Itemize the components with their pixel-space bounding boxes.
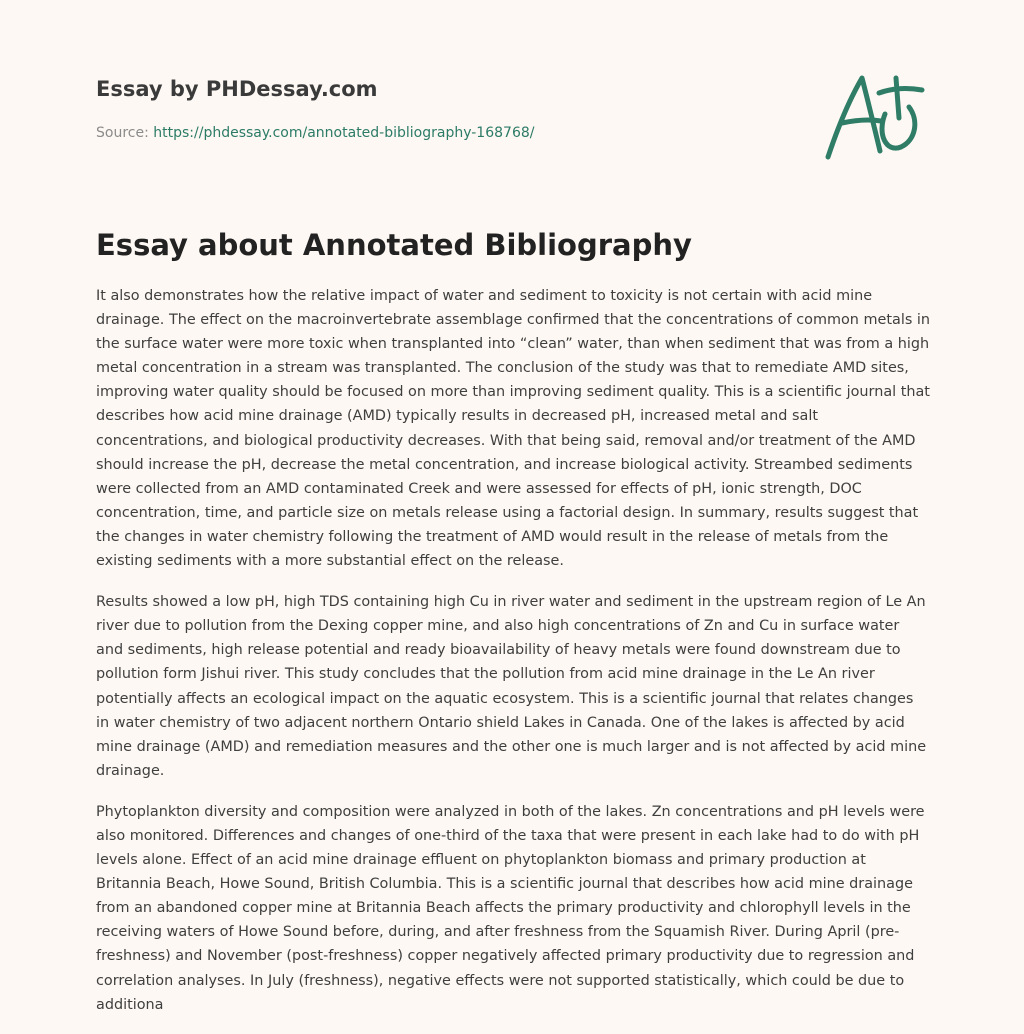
essay-paragraph: Phytoplankton diversity and composition were analyzed in both of the lakes. Zn concentrations and pH levels were also monitored. Differences and changes of one-third of the taxa that were present in each lake had to do with pH levels alone. Effect of an acid mine drainage effluent on phytoplankton biomass and primary production at Britannia Beach, Howe Sound, British Columbia. This is a scientific journal that describes how acid mine drainage from an abandoned copper mine at Britannia Beach affects the primary productivity and chlorophyll levels in the receiving waters of Howe Sound before, during, and after freshness from the Squamish River. During April (pre-freshness) and November (post-freshness) copper negatively affected primary productivity due to regression and correlation analyses. In July (freshness), negative effects were not supported statistically, which could be due to additiona	[96, 803, 925, 1013]
essay-body	[96, 284, 930, 1034]
essay-title: Essay about Annotated Bibliography	[96, 228, 692, 262]
source-label: Source:	[96, 125, 149, 141]
essay-paragraph: Results showed a low pH, high TDS containing high Cu in river water and sediment in the upstream region of Le An river due to pollution from the Dexing copper mine, and also high concentrations of Zn and Cu in surface water and sediments, high release potential and ready bioavailability of heavy metals were found downstream due to pollution form Jishui river. This study concludes that the pollution from acid mine drainage in the Le An river potentially affects an ecological impact on the aquatic ecosystem. This is a scientific journal that relates changes in water chemistry of two adjacent northern Ontario shield Lakes in Canada. One of the lakes is affected by acid mine drainage (AMD) and remediation measures and the other one is much larger and is not affected by acid mine drainage.	[96, 594, 927, 779]
source-link[interactable]: https://phdessay.com/annotated-bibliography-168768/	[153, 125, 535, 141]
site-title: Essay by PHDessay.com	[96, 77, 378, 101]
site-header	[96, 74, 796, 104]
a-plus-logo-icon	[818, 66, 930, 166]
essay-paragraph: It also demonstrates how the relative impact of water and sediment to toxicity is not certain with acid mine drainage. The effect on the macroinvertebrate assemblage confirmed that the concentrations of common metals in the surface water were more toxic when transplanted into “clean” water, than when sediment that was from a high metal concentration in a stream was transplanted. The conclusion of the study was that to remediate AMD sites, improving water quality should be focused on more than improving sediment quality. This is a scientific journal that describes how acid mine drainage (AMD) typically results in decreased pH, increased metal and salt concentrations, and biological productivity decreases. With that being said, removal and/or treatment of the AMD should increase the pH, decrease the metal concentration, and increase biological activity. Streambed sediments were collected from an AMD contaminated Creek and were assessed for effects of pH, ionic strength, DOC concentration, time, and particle size on metals release using a factorial design. In summary, results suggest that the changes in water chemistry following the treatment of AMD would result in the release of metals from the existing sediments with a more substantial effect on the release.	[96, 288, 931, 570]
source-line	[96, 124, 534, 142]
